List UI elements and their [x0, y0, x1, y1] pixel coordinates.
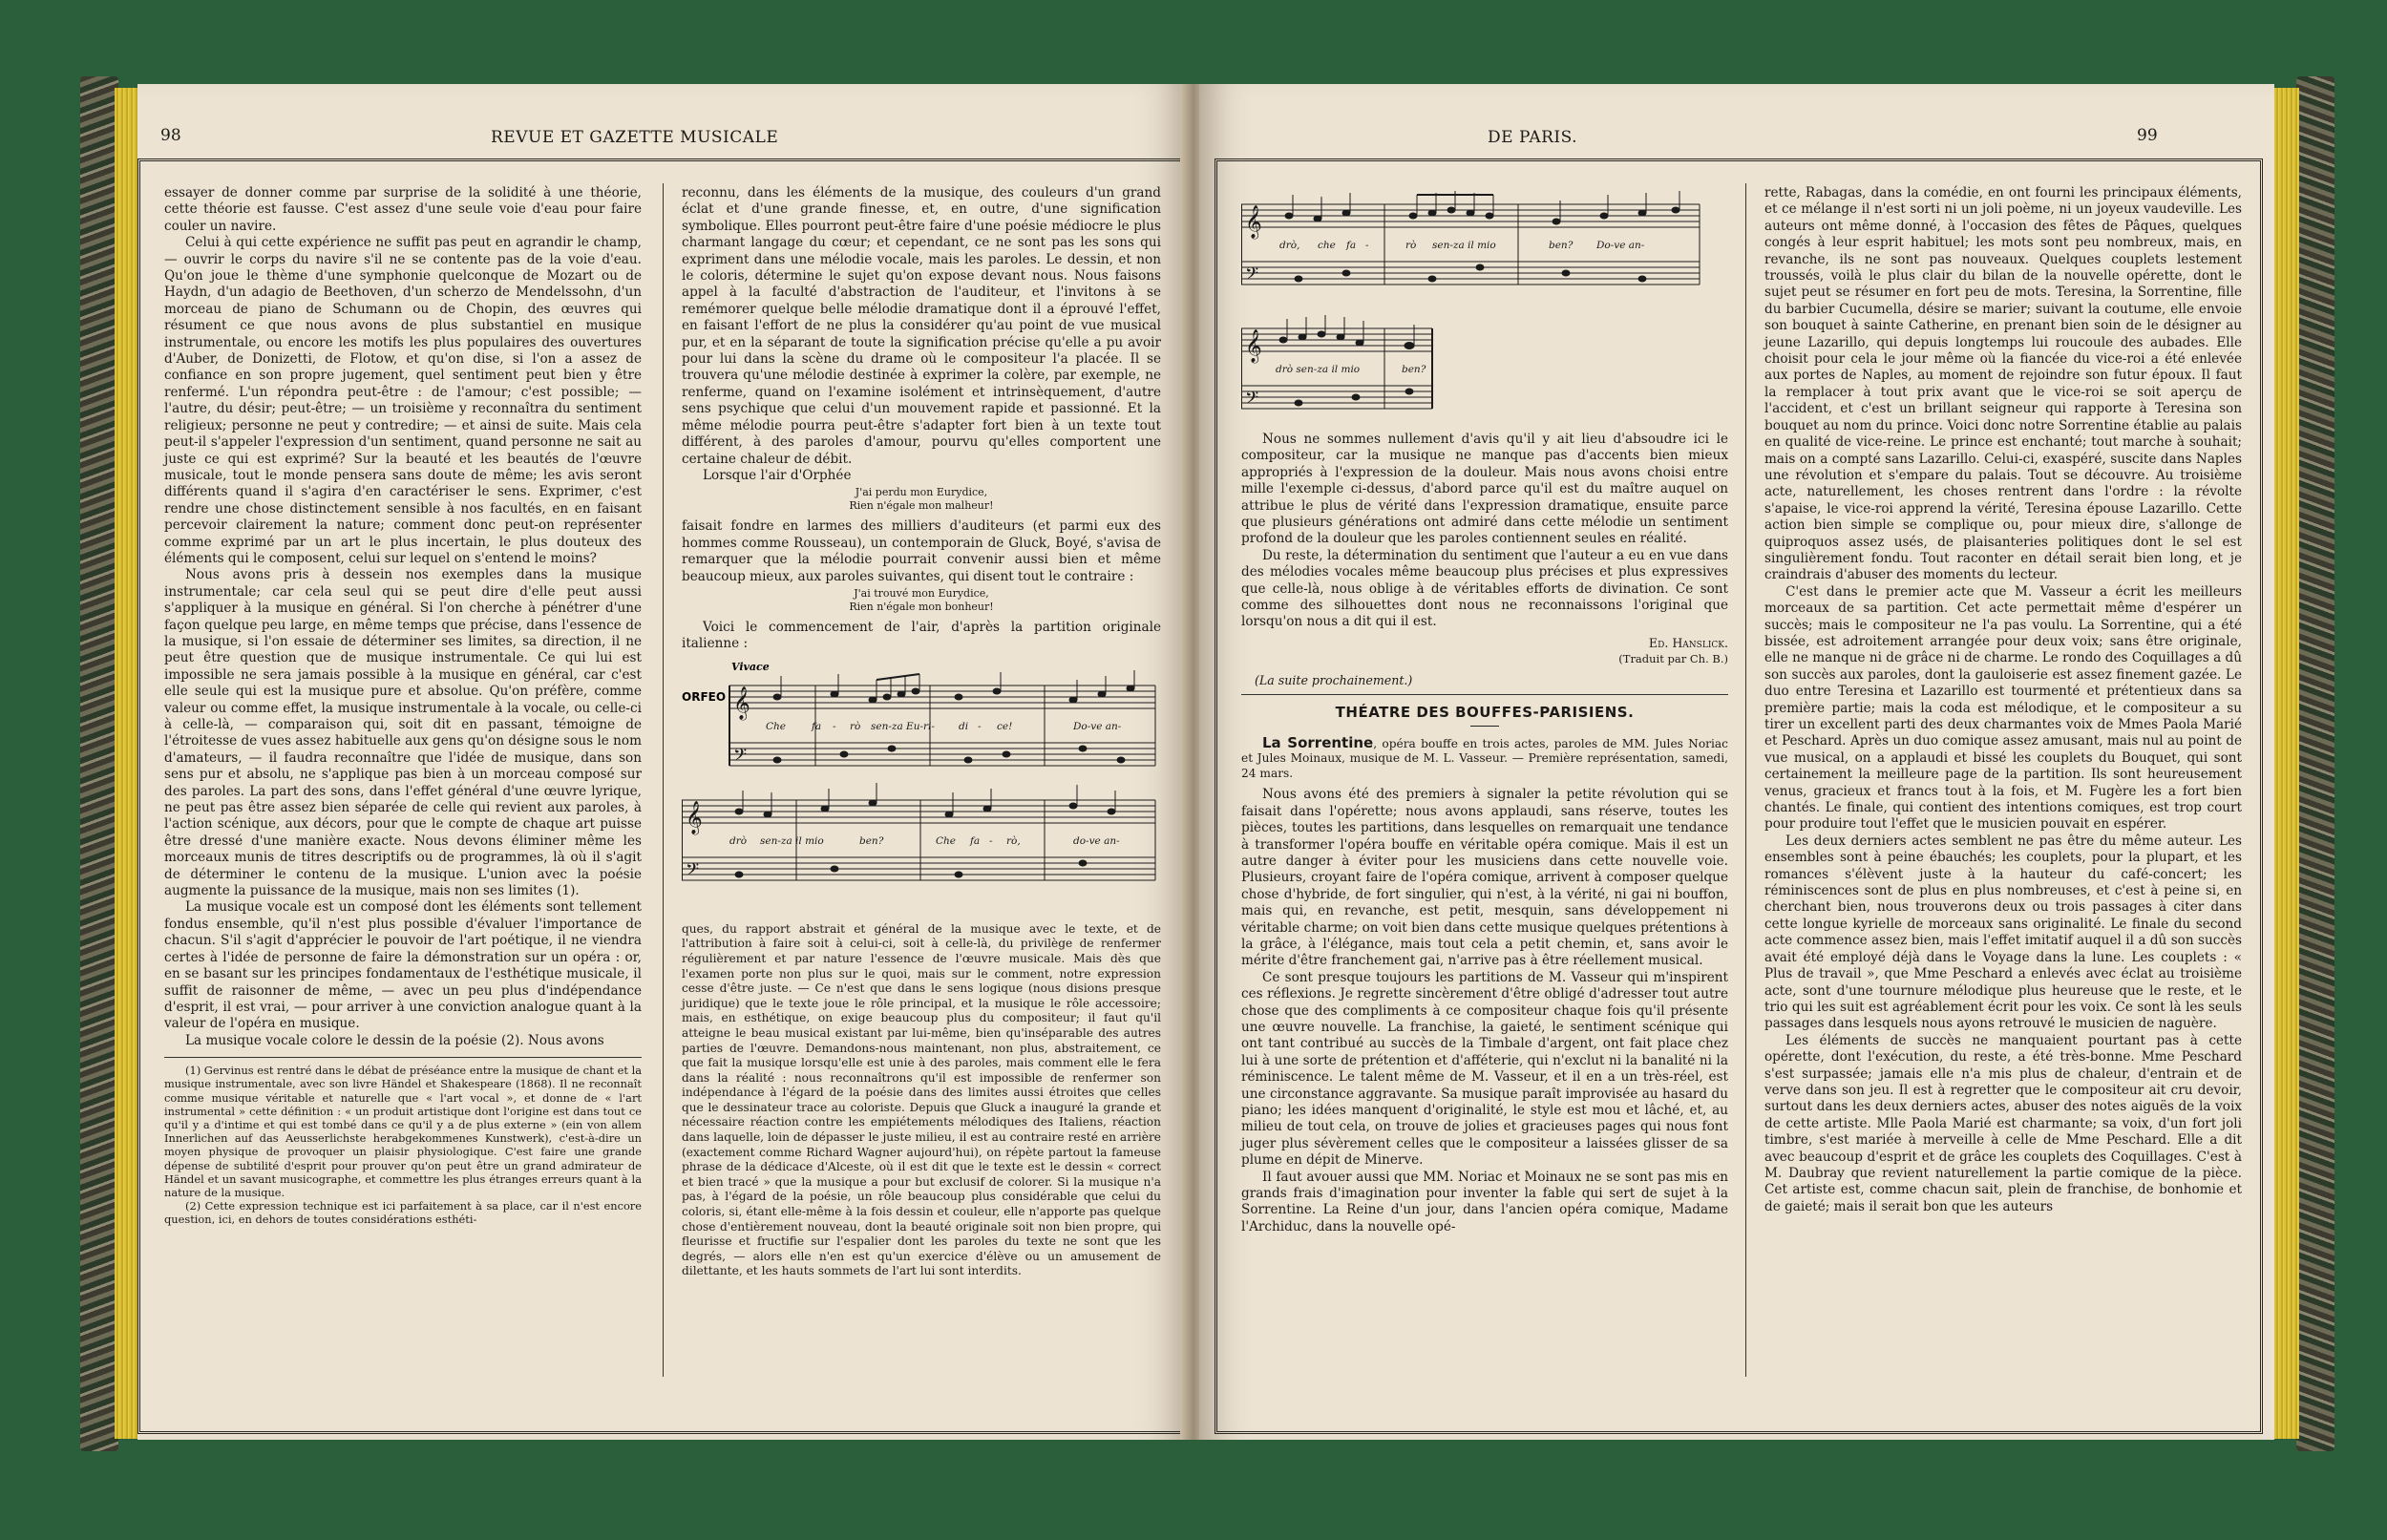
review-title: La Sorrentine	[1262, 733, 1374, 751]
paragraph: La musique vocale colore le dessin de la poésie (2). Nous avons	[185, 1032, 604, 1048]
lyric-syllable: drò	[729, 834, 748, 847]
section-title: THÉATRE DES BOUFFES-PARISIENS.	[1335, 704, 1635, 722]
svg-text:𝄢: 𝄢	[1245, 389, 1259, 412]
footnotes	[164, 1064, 642, 1226]
paragraph: Voici le commencement de l'air, d'après la partition originale italienne :	[682, 619, 1161, 652]
lyric-syllable: fa	[970, 834, 981, 847]
lyric-syllable: che	[1318, 240, 1336, 251]
voice-label: ORFEO	[682, 689, 727, 704]
lyric-syllable: rò	[1405, 240, 1417, 251]
svg-text:𝄞: 𝄞	[686, 800, 703, 834]
right-col-2	[1764, 185, 2242, 1393]
lyric-syllable: Do-ve an-	[1073, 720, 1122, 732]
paragraph: Nous avons pris à dessein nos exemples dans la musique instrumentale; car cela seul qui se peut dire d'elle peut aussi s'appliquer à la musique en général. Si l'on cherche à pénétrer d'une façon quelque peu large, en même temps que précise, dans l'essence de la musique, si l'on essaie de déterminer ses limites, sa direction, il ne peut être question que de musique instrumentale. Ce qui lui est impossible ne sera jamais possible à la musique en général, car c'est elle seule qui est la musique pure et absolue. Qu'on préfère, comme valeur ou comme effet, la musique instrumentale à la vocale, ou celle-ci à celle-là, — comparaison qui, soit dit en passant, témoigne de l'étroitesse de vues assez habituelle aux gens qu'on désigne sous le nom d'amateurs, — il faudra reconnaître que l'idée de musique, dans son sens pur et absolu, ne s'applique pas bien à un morceau composé sur des paroles. La part des sons, dans l'effet général d'une œuvre lyrique, ne peut pas être assez bien séparée de celle qui revient aux paroles, à l'action scénique, aux décors, pour que le compte de chaque art puisse être dressé d'une manière exacte. Nous devons éliminer même les morceaux munis de titres descriptifs ou de programmes, là où il s'agit de déterminer le contenu de la musique. L'union avec la poésie augmente la puissance de la musique, mais non ses limites (1).	[164, 567, 642, 899]
paragraph: C'est dans le premier acte que M. Vasseur a écrit les meilleurs morceaux de sa partition. Cet acte permettait même d'espérer un succès; mais le compositeur ne l'a pas voulu. La Sorrentine, qui a été bissée, est adroitement arrangée pour deux voix; sans être originale, elle ne manque ni de grâce ni de charme. Le rondo des Coquillages a dû son succès aux paroles, dont la gauloiserie est assez finement gazée. Le duo entre Teresina et Lazarillo est tourmenté et prétentieux dans sa première partie; mais la coda est mélodique, et le compositeur a su tirer un excellent parti des deux charmantes voix de Mmes Paola Marié et Peschard. Après un duo comique assez amusant, mais nul au point de vue musical, on a applaudi et bissé les couplets du Bouquet, qui sont certainement la meilleure page de la partition. Ils sont heureusement venus, gracieux et francs tout à la fois, et M. Fugère les a fort bien chantés. Le finale, qui contient des intentions comiques, est trop court pour produire tout l'effet que le musicien pouvait en espérer.	[1764, 583, 2242, 833]
left-column-rule	[663, 183, 664, 1377]
paragraph: La musique vocale est un composé dont les éléments sont tellement fondus ensemble, qu'il n'est plus possible d'évaluer l'importance de chacun. S'il s'agit d'apprécier le pouvoir de l'art poétique, il ne viendra certes à l'idée de personne de faire la démonstration sur un opéra : or, en se basant sur les principes fondamentaux de l'esthétique musicale, il suffit de raisonner de même, — avec un peu plus d'indépendance d'esprit, il est vrai, — pour arriver à une conviction analogue quant à la valeur de l'opéra en musique.	[164, 899, 642, 1032]
svg-text:𝄢: 𝄢	[733, 745, 748, 770]
review-credits: , opéra bouffe en trois actes, paroles de MM. Jules Noriac et Jules Moinaux, musique de M. L. Vasseur. — Première représentation, samedi, 24 mars.	[1241, 736, 1728, 780]
lyric-syllable: sen-za il mio	[1432, 240, 1496, 251]
music-excerpt-continued	[1241, 185, 1728, 424]
quote-line: J'ai perdu mon Eurydice,	[855, 486, 988, 499]
quote-line: Rien n'égale mon malheur!	[849, 499, 994, 513]
lyric-syllable: drò sen-za il mio	[1276, 364, 1361, 375]
translator-note: (Traduit par Ch. B.)	[1618, 652, 1728, 666]
lyric-syllable: fa	[812, 720, 822, 732]
lyric-syllable: di	[959, 720, 969, 732]
lyric-syllable: -	[1365, 240, 1369, 251]
paragraph: ques, du rapport abstrait et général de la musique avec le texte, et de l'attribution à faire soit à celui-ci, soit à celle-là, du privilège de renfermer régulièrement et par nature l'essence de l'œuvre musicale. Mais dès que l'examen porte non plus sur le quoi, mais sur le comment, notre expression cesse d'être juste. — Ce n'est que dans le sens logique (nous disions presque juridique) que le texte joue le rôle principal, et la musique le rôle accessoire; mais, en esthétique, on exige beaucoup plus du compositeur; il faut qu'il atteigne le beau musical existant par lui-même, bien qu'inséparable des autres parties de l'œuvre. Demandons-nous maintenant, non plus, abstraitement, ce que fait la musique lorsqu'elle est unie à des paroles, mais comment elle le fera dans la réalité : nous reconnaîtrons qu'il est impossible de renfermer son indépendance à l'égard de la poésie dans des limites aussi étroites que celles que le dessinateur trace au coloriste. Depuis que Gluck a inauguré la grande et nécessaire réaction contre les empiétements mélodiques des Italiens, réaction dans laquelle, loin de dépasser le juste milieu, il est au contraire resté en arrière (exactement comme Richard Wagner aujourd'hui), on répète partout la fameuse phrase de la dédicace d'Alceste, où il est dit que le texte est le dessin « correct et bien tracé » que la musique a pour but exclusif de colorer. Si la musique n'a pas, à l'égard de la poésie, un rôle beaucoup plus considérable que celui du coloris, si, étant elle-même à la fois dessin et couleur, elle n'apporte pas quelque chose d'entièrement nouveau, dont la beauté originale soit non bien propre, qui fleurisse et fructifie sur l'espalier dont les paroles du texte ne sont que les degrés, — alors elle n'en est qu'un exercice d'élève ou un amusement de dilettante, et les hauts sommets de l'art lui sont interdits.	[682, 921, 1161, 1278]
right-column-rule	[1745, 183, 1746, 1377]
left-col-2	[682, 185, 1161, 1393]
lyric-syllable: -	[833, 720, 836, 732]
right-col-1	[1241, 185, 1728, 1393]
lyric-syllable: ben?	[1402, 364, 1426, 375]
lyric-quote-2	[682, 587, 1161, 614]
paragraph: faisait fondre en larmes des milliers d'auditeurs (et parmi eux des hommes comme Rousseau), un contemporain de Gluck, Boyé, s'avisa de remarquer que la mélodie pourrait convenir aussi bien et même beaucoup mieux, aux paroles suivantes, qui disent tout le contraire :	[682, 518, 1161, 584]
lyric-syllable: -	[978, 720, 982, 732]
lyric-syllable: Do-ve an-	[1596, 240, 1645, 251]
paragraph: Les éléments de succès ne manquaient pourtant pas à cette opérette, dont l'exécution, du reste, a été très-bonne. Mme Peschard s'est surpassée; jamais elle n'a mis plus de chaleur, d'entrain et de verve dans son jeu. Il est à regretter que le compositeur ait cru devoir, surtout dans les deux derniers actes, abuser des notes aiguës de la voix de cette artiste. Mlle Paola Marié est charmante; sa voix, d'un fort joli timbre, s'est mariée à merveille à celle de Mme Peschard. Elle a dit avec beaucoup d'esprit et de grâce les couplets des Coquillages. C'est à M. Daubray que revient naturellement la partie comique de la pièce. Cet artiste est, comme chacun sait, plein de franchise, de bonhomie et de gaieté; mais il serait bon que les auteurs	[1764, 1032, 2242, 1214]
left-gilt-edge	[115, 88, 139, 1439]
lyric-syllable: ben?	[859, 834, 884, 847]
music-notation-figure	[682, 657, 1161, 915]
paragraph: Il faut avouer aussi que MM. Noriac et Moinaux ne se sont pas mis en grands frais d'imagination pour inventer la fable qui sert de sujet à la Sorrentine. La Reine d'un jour, dans l'ancien opéra comique, Madame l'Archiduc, dans la nouvelle opé-	[1241, 1169, 1728, 1234]
section-divider	[1241, 694, 1728, 695]
quote-line: Rien n'égale mon bonheur!	[849, 600, 994, 613]
paragraph: reconnu, dans les éléments de la musique, des couleurs d'un grand éclat et d'une grande finesse, et, en outre, d'une signification symbolique. Elles pourront peut-être faire d'une poésie médiocre le plus charmant langage du cœur; et cependant, ce ne sont pas les sons qui expriment dans une mélodie vocale, mais les paroles. Le dessin, et non le coloris, détermine le sujet qu'on expose devant nous. Nous faisons appel à la faculté d'abstraction de l'auditeur, et l'invitons à se remémorer quelque belle mélodie dramatique dont il a éprouvé l'effet, en faisant l'effort de ne plus la considérer qu'au point de vue musical pur, et en la séparant de toute la signification précise qu'elle a pu avoir pour lui dans la scène du drame où le compositeur l'a placée. Il se trouvera qu'une mélodie destinée à exprimer la colère, par exemple, ne renferme, quand on l'examine isolément et intrinsèquement, d'autre sens psychique que celui d'un mouvement rapide et passionné. Et la même mélodie pourra peut-être s'adapter fort bien à un texte tout différent, à des paroles d'amour, pourvu qu'elles comportent une certaine chaleur de débit.	[682, 185, 1161, 467]
author-signature: Ed. Hanslick.	[1648, 635, 1728, 650]
lyric-syllable: sen-za il mio	[760, 834, 824, 847]
right-cover-edge	[2296, 76, 2334, 1451]
svg-text:𝄞: 𝄞	[1245, 329, 1262, 363]
svg-text:𝄞: 𝄞	[1245, 205, 1262, 239]
music-excerpt-orfeo	[682, 657, 1161, 915]
page-number-right: 99	[2137, 126, 2158, 145]
svg-text:𝄢: 𝄢	[686, 859, 700, 884]
lyric-syllable: do-ve an-	[1073, 834, 1120, 847]
lyric-syllable: ben?	[1549, 240, 1574, 251]
footnote: (1) Gervinus est rentré dans le débat de préséance entre la musique de chant et la musique instrumentale, avec son livre Händel et Shakespeare (1868). Il ne reconnaît comme musique véritable et naturelle que « l'art vocal », et donne de « l'art instrumental » cette définition : « un produit artistique dont l'origine est dans tout ce qu'il y a d'intime et qui est tombé dans ce qu'il y a de plus externe » (ein von allem Innerlichen auf das Aeusserlichste herabgekommenes Kunstwerk), c'est-à-dire un moyen physique de provoquer un plaisir physiologique. C'est faire une grande dépense de subtilité d'esprit pour prouver qu'on peut être un grand admirateur de Händel et un savant musicographe, et commettre les plus étranges erreurs quant à la nature de la musique.	[164, 1064, 642, 1199]
footnote: (2) Cette expression technique est ici parfaitement à sa place, car il n'est encore question, ici, en dehors de toutes considérations esthéti-	[164, 1199, 642, 1227]
svg-text:𝄞: 𝄞	[733, 686, 750, 720]
music-notation-figure-2	[1241, 185, 1728, 424]
tempo-marking: Vivace	[731, 660, 770, 673]
lyric-syllable: sen-za Eu-ri-	[871, 720, 935, 732]
lyric-syllable: -	[989, 834, 993, 847]
paragraph: Du reste, la détermination du sentiment que l'auteur a eu en vue dans des mélodies vocales même beaucoup plus précises et plus expressives que celle-là, nous oblige à de véritables efforts de divination. Ce sont comme des silhouettes dont nous ne reconnaissons l'original que lorsqu'on nous a dit qui il est.	[1241, 547, 1728, 630]
paragraph: essayer de donner comme par surprise de la solidité à une théorie, cette théorie est fausse. C'est assez d'une seule voie d'eau pour faire couler un navire.	[164, 185, 642, 234]
paragraph: rette, Rabagas, dans la comédie, en ont fourni les principaux éléments, et ce mélange il n'est sorti ni un joli poème, ni un joyeux vaudeville. Les auteurs ont même donné, à l'occasion des fêtes de Pâques, quelques congés à leur esprit habituel; les mots sont peu nombreux, mais, en revanche, ils ne sont pas nouveaux. Quelques couplets lestement troussés, voilà le plus clair du bilan de la nouvelle opérette, dont le sujet peut se résumer en fort peu de mots. Teresina, la Sorrentine, fille du barbier Cucumella, désire se marier; suivant la coutume, elle envoie son bouquet à sainte Catherine, en prenant bien soin de le désigner au jeune Lazarillo, qui depuis longtemps lui roucoule des aubades. Elle choisit pour cela le jour même où la fiancée du vice-roi a été enlevée aux portes de Naples, au moment de rejoindre son futur époux. Il faut la remplacer à tout prix avant que le vice-roi se soit aperçu de l'accident, et c'est un brillant seigneur qui rapporte à Teresina son bouquet au nom du prince. Voici donc notre Sorrentine établie au palais en qualité de vice-reine. Le prince est enchanté; tout marche à souhait; mais on a compté sans Lazarillo. Celui-ci, exaspéré, suscite dans Naples une révolution et s'empare du palais. Tout se découvre. Au troisième acte, naturellement, les choses rentrent dans l'ordre : la révolte s'apaise, le vice-roi apprend la vérité, Teresina épouse Lazarillo. Cette action bien simple se complique ou, pour mieux dire, s'allonge de quiproquos assez usés, de plaisanteries politiques dont le sel est singulièrement fondu. Tout raconter en détail serait bien long, et je craindrais d'abuser des moments du lecteur.	[1764, 185, 2242, 583]
lyric-syllable: rò	[850, 720, 861, 732]
svg-text:𝄢: 𝄢	[1245, 264, 1259, 288]
lyric-syllable: fa	[1346, 240, 1357, 251]
right-page	[1199, 84, 2274, 1440]
page-number-left: 98	[160, 126, 181, 145]
footnote-separator	[164, 1057, 642, 1058]
paragraph: Lorsque l'air d'Orphée	[703, 467, 852, 483]
right-gilt-edge	[2274, 88, 2299, 1439]
running-head-left: REVUE ET GAZETTE MUSICALE	[491, 128, 779, 147]
paragraph: Nous ne sommes nullement d'avis qu'il y ait lieu d'absoudre ici le compositeur, car la musique ne manque pas d'accents bien mieux appropriés à l'expression de la douleur. Mais nous avons choisi entre mille l'exemple ci-dessus, d'abord parce qu'il est du maître auquel on attribue le plus de vérité dans l'expression dramatique, ensuite parce que plusieurs générations ont admiré dans cette mélodie un sentiment profond de la douleur que les paroles contiennent seules en réalité.	[1241, 432, 1728, 547]
lyric-syllable: Che	[766, 720, 787, 732]
left-col-1	[164, 185, 642, 1393]
title-underline	[1470, 726, 1499, 727]
lyric-syllable: ce!	[997, 720, 1013, 732]
left-col-2-bottom	[682, 922, 1161, 1279]
lyric-syllable: Che	[936, 834, 957, 847]
lyric-syllable: rò,	[1006, 834, 1021, 847]
left-page	[137, 84, 1188, 1440]
running-head-right: DE PARIS.	[1488, 128, 1578, 147]
to-be-continued: (La suite prochainement.)	[1255, 672, 1413, 687]
paragraph: Nous avons été des premiers à signaler la petite révolution qui se faisait dans l'opérette; nous avons applaudi, sans réserve, toutes les pièces, toutes les partitions, dans lesquelles on remarquait une tendance à transformer l'opéra bouffe en véritable opéra comique. Mais il est un autre danger à éviter pour les musiciens dans cette nouvelle voie. Plusieurs, croyant faire de l'opéra comique, arrivent à composer quelque chose d'hybride, de fort singulier, qui n'est, à la vérité, ni gai ni bouffon, mais qui, en revanche, est petit, mesquin, sans développement ni véritable charme; on voit bien dans cette musique quelques prétentions à la grâce, à l'élégance, mais tout cela a petit chemin, et, sans avoir le mérite d'être franchement gai, n'arrive pas à être réellement musical.	[1241, 787, 1728, 969]
quote-line: J'ai trouvé mon Eurydice,	[854, 586, 989, 600]
lyric-syllable: drò,	[1279, 240, 1300, 251]
lyric-quote-1	[682, 486, 1161, 513]
paragraph: Celui à qui cette expérience ne suffit pas peut en agrandir le champ, — ouvrir le corps du navire s'il ne se contente pas de la voie d'eau. Qu'on joue le thème d'une symphonie quelconque de Mozart ou de Haydn, d'un adagio de Beethoven, d'un scherzo de Mendelssohn, d'un morceau de piano de Schumann ou de Chopin, des œuvres qui résument ce que nous avons de plus substantiel en musique instrumentale, ou encore les motifs les plus populaires des ouvertures d'Auber, de Donizetti, de Flotow, et qu'on dise, si l'on a assez de confiance en son propre jugement, quel sentiment peut bien y être renfermé. L'un répondra peut-être : de l'amour; c'est possible; — l'autre, du désir; peut-être; — un troisième y reconnaîtra du sentiment religieux; personne ne peut y contredire; — et ainsi de suite. Mais cela peut-il s'appeler l'expression d'un sentiment, quand personne ne sait au juste ce qui est exprimé? Sur la beauté et les beautés de l'œuvre musicale, tout le monde pensera sans doute de même; les avis seront différents quand il s'agira d'en caractériser le sens. Exprimer, c'est rendre une chose distinctement sensible à nos facultés, en en faisant percevoir clairement la nature; comment donc peut-on représenter comme exprimé par un art le plus incertain, le plus douteux des éléments qui le composent, celui sur lequel on s'entend le moins?	[164, 235, 642, 566]
paragraph: Les deux derniers actes semblent ne pas être du même auteur. Les ensembles sont à peine ébauchés; les couplets, pour la plupart, et les romances s'élèvent juste à la hauteur du café-concert; les réminiscences sont de plus en plus nombreuses, et c'est à peine si, en cherchant bien, nous trouverons deux ou trois passages à citer dans cette longue kyrielle de morceaux sans originalité. Le finale du second acte commence assez bien, mais l'effet imitatif auquel il a dû son succès avait été employé déjà dans le Voyage dans la lune. Les couplets : « Plus de travail », que Mme Peschard a enlevés avec éclat au troisième acte, sont d'une tournure mélodique plus heureuse que le reste, et le trio qui les suit est agréablement écrit pour les voix. Ce sont là les seuls passages dans lesquels nous ayons retrouvé le musicien de naguère.	[1764, 833, 2242, 1032]
left-cover-edge	[80, 76, 118, 1451]
paragraph: Ce sont presque toujours les partitions de M. Vasseur qui m'inspirent ces réflexions. Je regrette sincèrement d'être obligé d'adresser tout autre chose que des compliments à ce compositeur chaque fois qu'il présente une œuvre nouvelle. La franchise, la gaieté, le sentiment scénique qui ont tant contribué au succès de la Timbale d'argent, ont fait place chez lui à une sorte de prétention et d'afféterie, qui n'exclut ni la banalité ni la réminiscence. Le talent même de M. Vasseur, et il en a un très-réel, est une circonstance aggravante. Sa musique paraît improvisée au hasard du piano; les idées manquent d'originalité, le style est mou et lâché, et, au milieu de tout cela, on trouve de jolies et gracieuses pages qui nous font juger plus sévèrement celles que le compositeur a laissées glisser de sa plume en dépit de Minerve.	[1241, 969, 1728, 1169]
